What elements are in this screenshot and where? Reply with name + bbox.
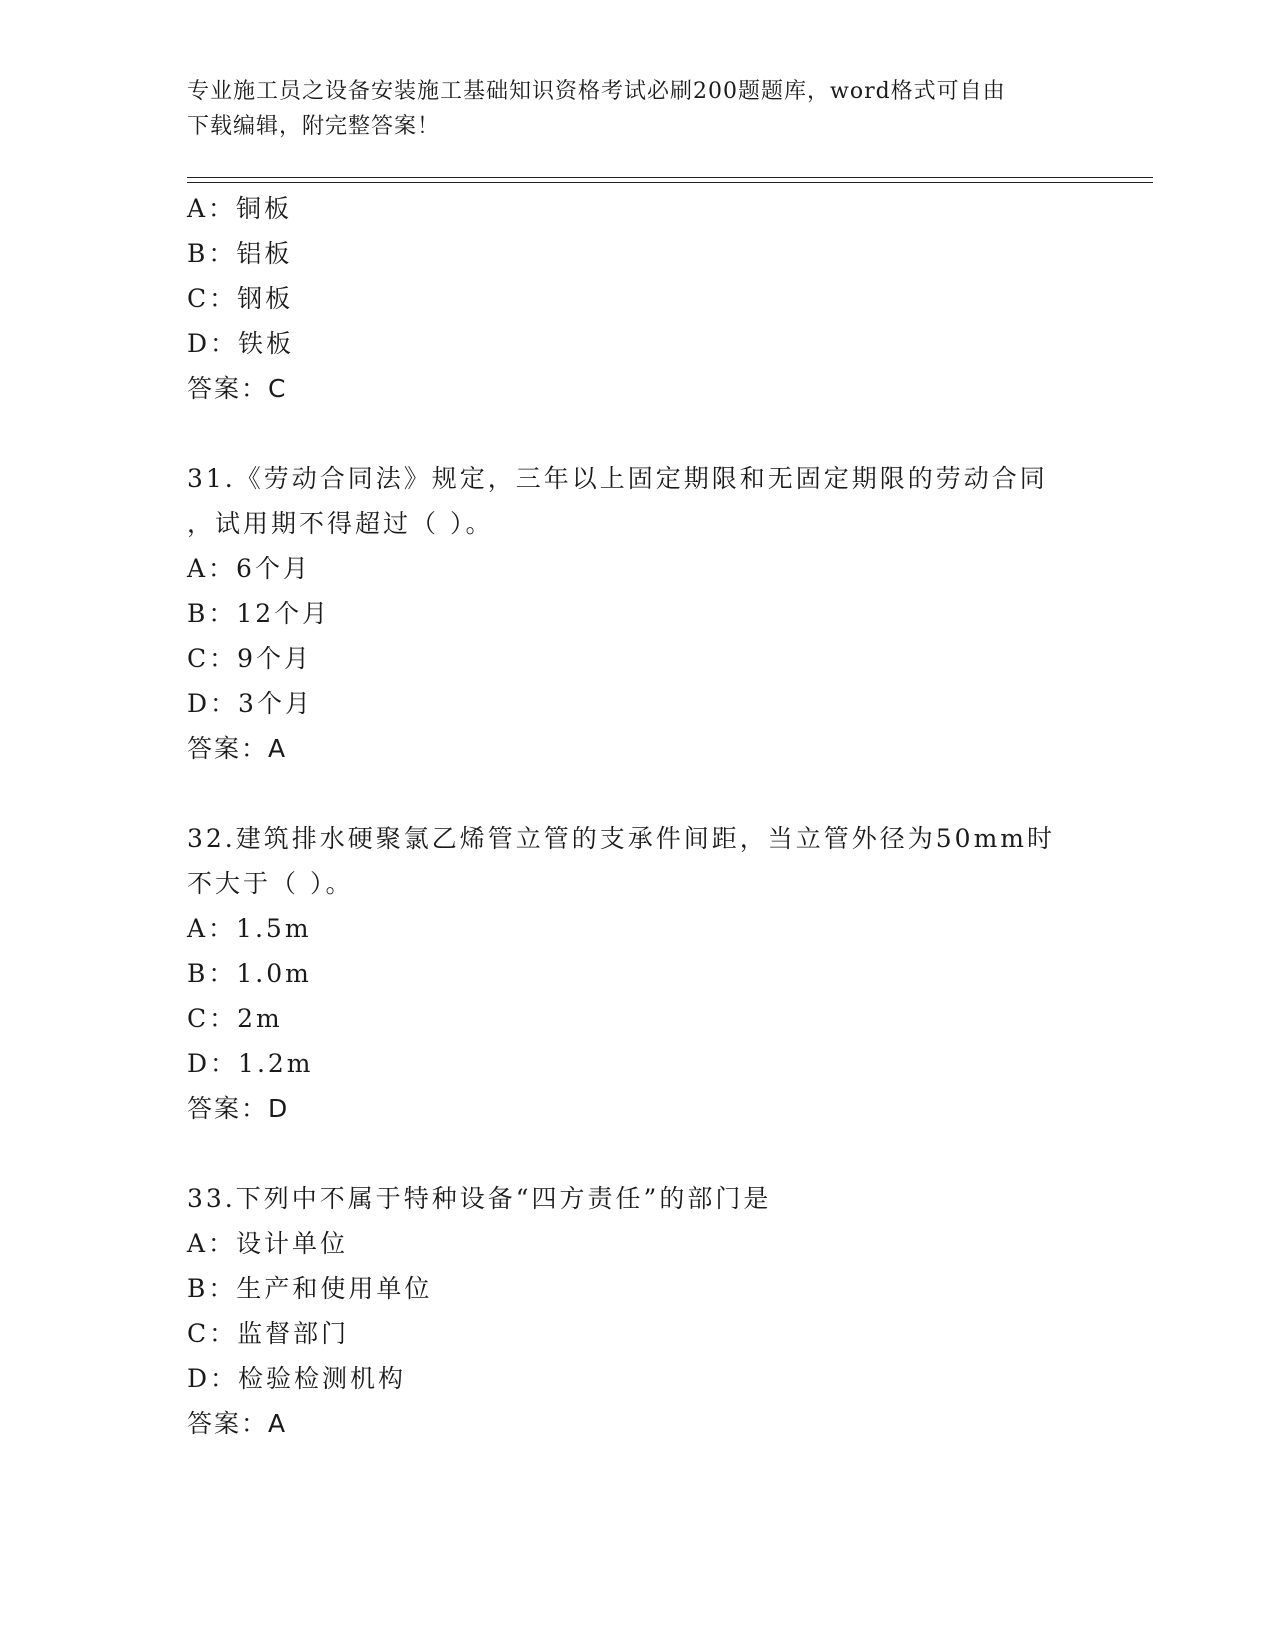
q31-stem-line-1: 31.《劳动合同法》规定，三年以上固定期限和无固定期限的劳动合同: [187, 464, 1048, 493]
q32-stem-line-2: 不大于（ ）。: [187, 869, 354, 898]
q33-option-d: D：检验检测机构: [187, 1364, 407, 1393]
q32-stem-line-1: 32.建筑排水硬聚氯乙烯管立管的支承件间距，当立管外径为50mm时: [187, 824, 1055, 853]
q31-option-b: B：12个月: [187, 599, 331, 628]
q32-answer: 答案：D: [187, 1094, 290, 1123]
header-divider-bottom: [187, 182, 1153, 183]
q31-option-a: A：6个月: [187, 554, 311, 583]
q31-option-c: C：9个月: [187, 644, 313, 673]
q31-stem-line-2: ，试用期不得超过（ ）。: [187, 509, 494, 538]
prev-option-c: C：钢板: [187, 284, 294, 313]
q32-option-c: C：2m: [187, 1004, 283, 1033]
q33-option-a: A：设计单位: [187, 1229, 349, 1258]
document-header: [187, 74, 1067, 144]
q32-option-a: A：1.5m: [187, 914, 312, 943]
q33-answer: 答案：A: [187, 1409, 288, 1438]
q31-option-d: D：3个月: [187, 689, 313, 718]
q33-stem-line-1: 33.下列中不属于特种设备“四方责任”的部门是: [187, 1184, 772, 1213]
q33-option-c: C：监督部门: [187, 1319, 350, 1348]
prev-option-b: B：铝板: [187, 239, 293, 268]
header-divider-top: [187, 177, 1153, 178]
q32-option-b: B：1.0m: [187, 959, 312, 988]
q32-option-d: D：1.2m: [187, 1049, 314, 1078]
prev-option-d: D：铁板: [187, 329, 295, 358]
header-title-line-1: 专业施工员之设备安装施工基础知识资格考试必刷200题题库，word格式可自由: [187, 79, 1006, 104]
q33-option-b: B：生产和使用单位: [187, 1274, 433, 1303]
prev-option-a: A：铜板: [187, 194, 293, 223]
header-title-line-2: 下载编辑，附完整答案！: [187, 114, 441, 139]
q31-answer: 答案：A: [187, 734, 288, 763]
prev-answer: 答案：C: [187, 374, 288, 403]
